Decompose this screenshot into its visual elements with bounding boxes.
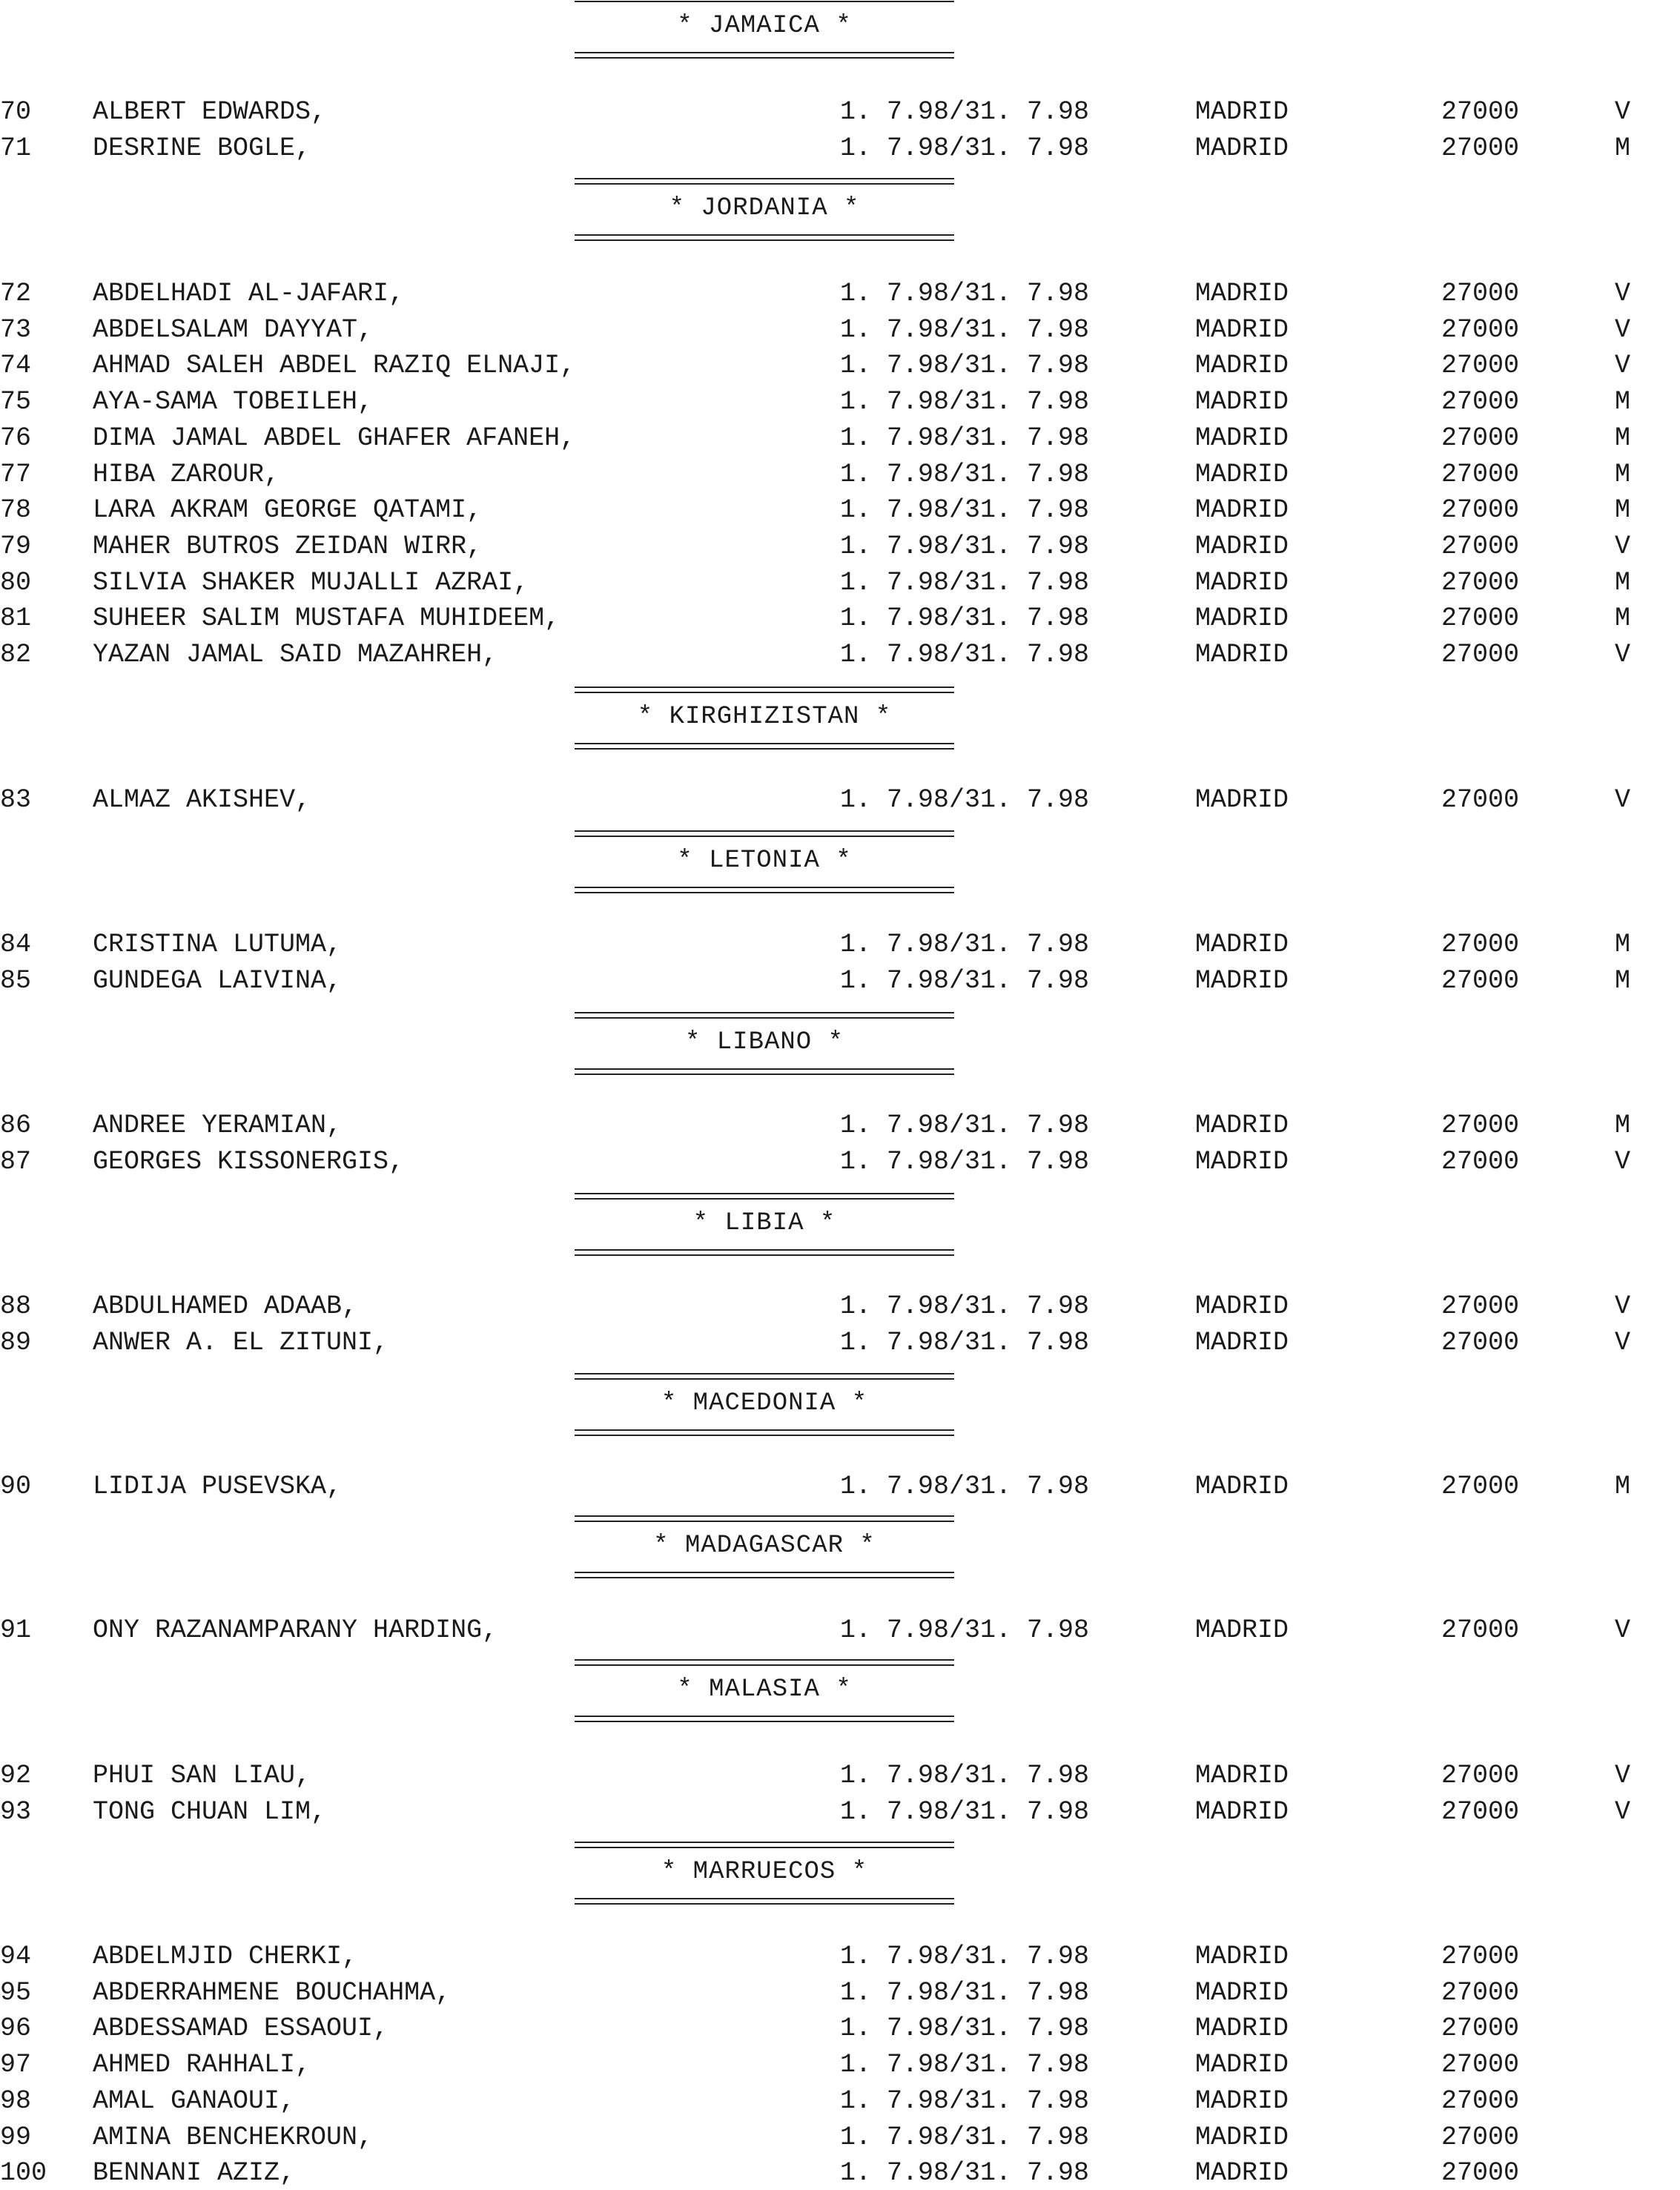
- header-rule: [575, 1659, 954, 1661]
- sex-code: M: [1615, 133, 1631, 163]
- table-row: [0, 348, 1680, 383]
- date-range: 1. 7.98/31. 7.98: [840, 2050, 1090, 2080]
- city: MADRID: [1195, 2158, 1289, 2189]
- table-row: [0, 2048, 1680, 2082]
- country-header: [575, 830, 954, 894]
- table-row: [0, 1976, 1680, 2010]
- header-rule: [575, 1515, 954, 1517]
- country-title: * MADAGASCAR *: [653, 1532, 876, 1560]
- table-row: [0, 1326, 1680, 1360]
- table-row: [0, 1759, 1680, 1793]
- date-range: 1. 7.98/31. 7.98: [840, 1327, 1090, 1357]
- header-rule: [575, 1017, 954, 1019]
- participant-name: ABDERRAHMENE BOUCHAHMA,: [93, 1977, 452, 2008]
- header-rule: [575, 1721, 954, 1722]
- date-range: 1. 7.98/31. 7.98: [840, 640, 1090, 669]
- header-rule: [575, 1, 954, 2]
- city: MADRID: [1195, 785, 1289, 815]
- table-row: [0, 1108, 1680, 1142]
- participant-name: AYA-SAMA TOBEILEH,: [93, 387, 374, 417]
- sex-code: M: [1615, 930, 1631, 959]
- city: MADRID: [1195, 640, 1289, 669]
- header-rule: [575, 836, 954, 837]
- date-range: 1. 7.98/31. 7.98: [840, 2158, 1090, 2189]
- sex-code: V: [1615, 351, 1631, 381]
- participant-name: ABDELHADI AL-JAFARI,: [93, 279, 405, 308]
- date-range: 1. 7.98/31. 7.98: [840, 531, 1090, 561]
- amount: 27000: [1441, 1291, 1520, 1321]
- table-row: [0, 783, 1680, 817]
- table-row: [0, 277, 1680, 311]
- amount: 27000: [1441, 495, 1520, 526]
- table-row: [0, 529, 1680, 563]
- header-rule: [575, 1903, 954, 1905]
- sex-code: V: [1615, 531, 1631, 561]
- header-rule: [575, 1898, 954, 1899]
- date-range: 1. 7.98/31. 7.98: [840, 930, 1090, 959]
- participant-name: YAZAN JAMAL SAID MAZAHREH,: [93, 640, 498, 669]
- table-row: [0, 638, 1680, 672]
- entry-number: 96: [0, 2014, 32, 2044]
- entry-number: 78: [0, 495, 32, 526]
- table-row: [0, 2120, 1680, 2154]
- country-title: * LETONIA *: [677, 847, 852, 875]
- table-row: [0, 601, 1680, 635]
- table-row: [0, 385, 1680, 419]
- city: MADRID: [1195, 1796, 1289, 1827]
- table-row: [0, 2156, 1680, 2190]
- participant-name: DESRINE BOGLE,: [93, 133, 311, 163]
- date-range: 1. 7.98/31. 7.98: [840, 965, 1090, 996]
- city: MADRID: [1195, 965, 1289, 996]
- amount: 27000: [1441, 2014, 1520, 2044]
- city: MADRID: [1195, 423, 1289, 453]
- amount: 27000: [1441, 2085, 1520, 2116]
- sex-code: M: [1615, 387, 1631, 417]
- date-range: 1. 7.98/31. 7.98: [840, 1146, 1090, 1177]
- amount: 27000: [1441, 314, 1520, 345]
- header-rule: [575, 1716, 954, 1717]
- amount: 27000: [1441, 785, 1520, 815]
- table-row: [0, 421, 1680, 455]
- sex-code: M: [1615, 1111, 1631, 1140]
- entry-number: 100: [0, 2158, 47, 2189]
- participant-name: ANDREE YERAMIAN,: [93, 1111, 343, 1140]
- header-rule: [575, 1572, 954, 1573]
- participant-name: ONY RAZANAMPARANY HARDING,: [93, 1615, 498, 1645]
- participant-name: ABDELMJID CHERKI,: [93, 1942, 358, 1971]
- header-rule: [575, 52, 954, 53]
- country-header: [575, 178, 954, 242]
- country-header: [575, 1659, 954, 1723]
- participant-name: AMAL GANAOUI,: [93, 2085, 296, 2116]
- participant-name: DIMA JAMAL ABDEL GHAFER AFANEH,: [93, 423, 576, 453]
- date-range: 1. 7.98/31. 7.98: [840, 603, 1090, 634]
- country-title: * MALASIA *: [677, 1675, 852, 1704]
- participant-name: PHUI SAN LIAU,: [93, 1761, 311, 1790]
- amount: 27000: [1441, 531, 1520, 561]
- header-rule: [575, 892, 954, 893]
- table-row: [0, 1613, 1680, 1647]
- amount: 27000: [1441, 279, 1520, 308]
- city: MADRID: [1195, 133, 1289, 163]
- amount: 27000: [1441, 603, 1520, 634]
- city: MADRID: [1195, 351, 1289, 381]
- sex-code: V: [1615, 1146, 1631, 1177]
- date-range: 1. 7.98/31. 7.98: [840, 423, 1090, 453]
- amount: 27000: [1441, 351, 1520, 381]
- table-row: [0, 2011, 1680, 2045]
- participant-name: AHMED RAHHALI,: [93, 2050, 311, 2080]
- entry-number: 76: [0, 423, 32, 453]
- header-rule: [575, 1378, 954, 1380]
- participant-name: SUHEER SALIM MUSTAFA MUHIDEEM,: [93, 603, 560, 634]
- date-range: 1. 7.98/31. 7.98: [840, 351, 1090, 381]
- date-range: 1. 7.98/31. 7.98: [840, 459, 1090, 489]
- entry-number: 75: [0, 387, 32, 417]
- date-range: 1. 7.98/31. 7.98: [840, 785, 1090, 815]
- header-rule: [575, 1249, 954, 1251]
- entry-number: 89: [0, 1327, 32, 1357]
- country-header: [575, 1373, 954, 1437]
- amount: 27000: [1441, 2122, 1520, 2152]
- entry-number: 80: [0, 567, 32, 598]
- city: MADRID: [1195, 567, 1289, 598]
- table-row: [0, 964, 1680, 998]
- header-rule: [575, 743, 954, 744]
- header-rule: [575, 178, 954, 179]
- date-range: 1. 7.98/31. 7.98: [840, 133, 1090, 163]
- header-rule: [575, 1198, 954, 1200]
- date-range: 1. 7.98/31. 7.98: [840, 387, 1090, 417]
- header-rule: [575, 57, 954, 59]
- city: MADRID: [1195, 1291, 1289, 1321]
- city: MADRID: [1195, 495, 1289, 526]
- sex-code: M: [1615, 567, 1631, 598]
- date-range: 1. 7.98/31. 7.98: [840, 1761, 1090, 1790]
- header-rule: [575, 830, 954, 832]
- date-range: 1. 7.98/31. 7.98: [840, 1977, 1090, 2008]
- city: MADRID: [1195, 2014, 1289, 2044]
- entry-number: 94: [0, 1942, 32, 1971]
- entry-number: 98: [0, 2085, 32, 2116]
- amount: 27000: [1441, 1977, 1520, 2008]
- entry-number: 74: [0, 351, 32, 381]
- participant-name: AMINA BENCHEKROUN,: [93, 2122, 374, 2152]
- entry-number: 87: [0, 1146, 32, 1177]
- date-range: 1. 7.98/31. 7.98: [840, 1615, 1090, 1645]
- sex-code: M: [1615, 1472, 1631, 1501]
- table-row: [0, 1795, 1680, 1829]
- sex-code: M: [1615, 965, 1631, 996]
- sex-code: V: [1615, 1291, 1631, 1321]
- country-header: [575, 0, 954, 59]
- city: MADRID: [1195, 603, 1289, 634]
- city: MADRID: [1195, 459, 1289, 489]
- participant-name: AHMAD SALEH ABDEL RAZIQ ELNAJI,: [93, 351, 576, 381]
- header-rule: [575, 1429, 954, 1431]
- city: MADRID: [1195, 1327, 1289, 1357]
- participant-name: ANWER A. EL ZITUNI,: [93, 1327, 389, 1357]
- city: MADRID: [1195, 531, 1289, 561]
- country-header: [575, 1193, 954, 1257]
- city: MADRID: [1195, 1761, 1289, 1790]
- date-range: 1. 7.98/31. 7.98: [840, 2085, 1090, 2116]
- amount: 27000: [1441, 1761, 1520, 1790]
- country-title: * JORDANIA *: [669, 194, 860, 222]
- country-title: * LIBIA *: [692, 1209, 836, 1237]
- amount: 27000: [1441, 97, 1520, 127]
- entry-number: 86: [0, 1111, 32, 1140]
- header-rule: [575, 1068, 954, 1070]
- amount: 27000: [1441, 459, 1520, 489]
- header-rule: [575, 1012, 954, 1013]
- participant-name: ALMAZ AKISHEV,: [93, 785, 311, 815]
- entry-number: 92: [0, 1761, 32, 1790]
- amount: 27000: [1441, 930, 1520, 959]
- table-row: [0, 1469, 1680, 1503]
- table-row: [0, 1939, 1680, 1974]
- table-row: [0, 1145, 1680, 1179]
- city: MADRID: [1195, 930, 1289, 959]
- date-range: 1. 7.98/31. 7.98: [840, 314, 1090, 345]
- sex-code: V: [1615, 1796, 1631, 1827]
- participant-name: LARA AKRAM GEORGE QATAMI,: [93, 495, 483, 526]
- entry-number: 84: [0, 930, 32, 959]
- participant-name: TONG CHUAN LIM,: [93, 1796, 327, 1827]
- amount: 27000: [1441, 640, 1520, 669]
- table-row: [0, 131, 1680, 165]
- header-rule: [575, 1373, 954, 1374]
- date-range: 1. 7.98/31. 7.98: [840, 279, 1090, 308]
- amount: 27000: [1441, 1796, 1520, 1827]
- country-header: [575, 1842, 954, 1905]
- amount: 27000: [1441, 1111, 1520, 1140]
- amount: 27000: [1441, 133, 1520, 163]
- sex-code: V: [1615, 785, 1631, 815]
- entry-number: 83: [0, 785, 32, 815]
- header-rule: [575, 1193, 954, 1194]
- participant-name: ALBERT EDWARDS,: [93, 97, 327, 127]
- amount: 27000: [1441, 2050, 1520, 2080]
- participant-name: BENNANI AZIZ,: [93, 2158, 296, 2189]
- entry-number: 72: [0, 279, 32, 308]
- table-row: [0, 95, 1680, 129]
- header-rule: [575, 1254, 954, 1256]
- header-rule: [575, 183, 954, 185]
- sex-code: M: [1615, 495, 1631, 526]
- country-header: [575, 687, 954, 750]
- entry-number: 70: [0, 97, 32, 127]
- table-row: [0, 493, 1680, 527]
- table-row: [0, 927, 1680, 962]
- header-rule: [575, 234, 954, 236]
- participant-name: MAHER BUTROS ZEIDAN WIRR,: [93, 531, 483, 561]
- participant-name: GUNDEGA LAIVINA,: [93, 965, 343, 996]
- table-row: [0, 2084, 1680, 2118]
- header-rule: [575, 748, 954, 750]
- amount: 27000: [1441, 387, 1520, 417]
- header-rule: [575, 1435, 954, 1436]
- amount: 27000: [1441, 1146, 1520, 1177]
- table-row: [0, 566, 1680, 600]
- date-range: 1. 7.98/31. 7.98: [840, 1291, 1090, 1321]
- entry-number: 79: [0, 531, 32, 561]
- amount: 27000: [1441, 1942, 1520, 1971]
- sex-code: V: [1615, 640, 1631, 669]
- sex-code: V: [1615, 97, 1631, 127]
- entry-number: 91: [0, 1615, 32, 1645]
- header-rule: [575, 239, 954, 241]
- city: MADRID: [1195, 314, 1289, 345]
- amount: 27000: [1441, 1327, 1520, 1357]
- sex-code: V: [1615, 1327, 1631, 1357]
- entry-number: 73: [0, 314, 32, 345]
- entry-number: 85: [0, 965, 32, 996]
- header-rule: [575, 887, 954, 888]
- date-range: 1. 7.98/31. 7.98: [840, 567, 1090, 598]
- date-range: 1. 7.98/31. 7.98: [840, 495, 1090, 526]
- city: MADRID: [1195, 279, 1289, 308]
- date-range: 1. 7.98/31. 7.98: [840, 1942, 1090, 1971]
- sex-code: M: [1615, 423, 1631, 453]
- country-title: * LIBANO *: [684, 1028, 844, 1056]
- entry-number: 88: [0, 1291, 32, 1321]
- sex-code: M: [1615, 459, 1631, 489]
- header-rule: [575, 687, 954, 688]
- country-title: * MACEDONIA *: [661, 1389, 868, 1417]
- amount: 27000: [1441, 423, 1520, 453]
- entry-number: 93: [0, 1796, 32, 1827]
- amount: 27000: [1441, 2158, 1520, 2189]
- sex-code: V: [1615, 279, 1631, 308]
- amount: 27000: [1441, 965, 1520, 996]
- date-range: 1. 7.98/31. 7.98: [840, 1796, 1090, 1827]
- sex-code: M: [1615, 603, 1631, 634]
- country-title: * KIRGHIZISTAN *: [637, 703, 892, 731]
- sex-code: V: [1615, 1615, 1631, 1645]
- participant-name: HIBA ZAROUR,: [93, 459, 280, 489]
- amount: 27000: [1441, 567, 1520, 598]
- date-range: 1. 7.98/31. 7.98: [840, 2014, 1090, 2044]
- amount: 27000: [1441, 1615, 1520, 1645]
- header-rule: [575, 1577, 954, 1578]
- city: MADRID: [1195, 387, 1289, 417]
- header-rule: [575, 1521, 954, 1522]
- participant-name: ABDESSAMAD ESSAOUI,: [93, 2014, 389, 2044]
- date-range: 1. 7.98/31. 7.98: [840, 1472, 1090, 1501]
- header-rule: [575, 1842, 954, 1843]
- date-range: 1. 7.98/31. 7.98: [840, 1111, 1090, 1140]
- header-rule: [575, 1847, 954, 1848]
- city: MADRID: [1195, 1615, 1289, 1645]
- participant-name: ABDELSALAM DAYYAT,: [93, 314, 374, 345]
- entry-number: 95: [0, 1977, 32, 2008]
- city: MADRID: [1195, 1942, 1289, 1971]
- sex-code: V: [1615, 1761, 1631, 1790]
- entry-number: 71: [0, 133, 32, 163]
- amount: 27000: [1441, 1472, 1520, 1501]
- table-row: [0, 313, 1680, 347]
- city: MADRID: [1195, 1472, 1289, 1501]
- table-row: [0, 1289, 1680, 1323]
- country-header: [575, 1012, 954, 1076]
- entry-number: 81: [0, 603, 32, 634]
- participant-name: CRISTINA LUTUMA,: [93, 930, 343, 959]
- participant-name: ABDULHAMED ADAAB,: [93, 1291, 358, 1321]
- city: MADRID: [1195, 2085, 1289, 2116]
- country-title: * JAMAICA *: [677, 12, 852, 40]
- country-title: * MARRUECOS *: [661, 1858, 868, 1886]
- entry-number: 90: [0, 1472, 32, 1501]
- date-range: 1. 7.98/31. 7.98: [840, 97, 1090, 127]
- entry-number: 97: [0, 2050, 32, 2080]
- city: MADRID: [1195, 1977, 1289, 2008]
- participant-name: SILVIA SHAKER MUJALLI AZRAI,: [93, 567, 529, 598]
- city: MADRID: [1195, 1111, 1289, 1140]
- city: MADRID: [1195, 1146, 1289, 1177]
- country-header: [575, 1515, 954, 1579]
- city: MADRID: [1195, 97, 1289, 127]
- sex-code: V: [1615, 314, 1631, 345]
- participant-name: GEORGES KISSONERGIS,: [93, 1146, 405, 1177]
- header-rule: [575, 1074, 954, 1075]
- table-row: [0, 457, 1680, 492]
- entry-number: 77: [0, 459, 32, 489]
- city: MADRID: [1195, 2050, 1289, 2080]
- header-rule: [575, 692, 954, 693]
- participant-name: LIDIJA PUSEVSKA,: [93, 1472, 343, 1501]
- header-rule: [575, 1664, 954, 1666]
- date-range: 1. 7.98/31. 7.98: [840, 2122, 1090, 2152]
- entry-number: 99: [0, 2122, 32, 2152]
- city: MADRID: [1195, 2122, 1289, 2152]
- entry-number: 82: [0, 640, 32, 669]
